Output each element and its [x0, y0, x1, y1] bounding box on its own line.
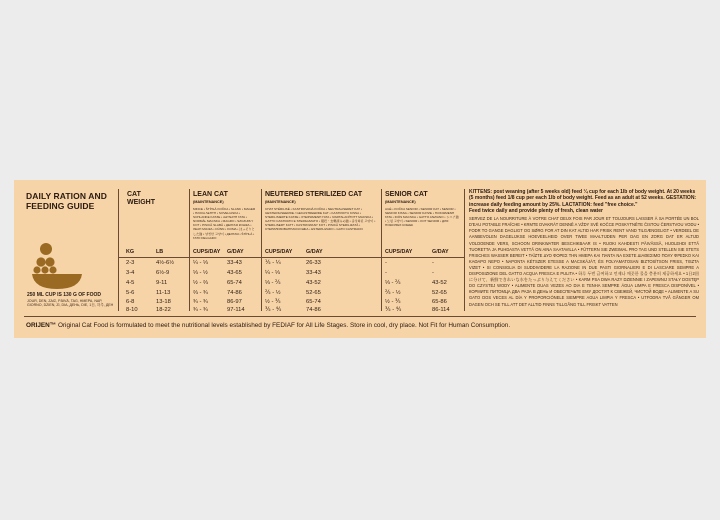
- cell-senior-cups: -: [385, 260, 387, 266]
- lean-cat-description: MINCE • ŠTÍHLÁ KOČKA • SLANK • MAGER • HΛΙΚΙΑ ΛΕΠΤΗ • SOVELIASKA • SCHLANKE KATZE • ΑΔΥΝΑΤΗ ΓΑΤΑ • NORMÁL MACSKA • MAGRO • SZCZUPŁY KOT • PISICĂ SLABĂ • ДЕЛГАЯ КОШКА • ЛЕАН МАЧКА • DÜNN • ΣΛΙΜΑ • ほっそりとした猫 • 날씬한 고양이 • ДЕЛГАЯ • ŠTÍHLÁ • ГАТО DELGADO: [193, 207, 256, 240]
- cell-neutered-cups: ⅓ - ⅖: [265, 280, 281, 286]
- cat-weight-title-line-1: CAT: [127, 191, 141, 198]
- cell-lean-g: 65-74: [227, 280, 242, 286]
- cell-lean-cups: ¾ - ¾: [193, 299, 208, 305]
- cell-lean-cups: ⅔ - ¾: [193, 290, 208, 296]
- cell-lean-g: 33-43: [227, 260, 242, 266]
- title-line-2: FEEDING GUIDE: [26, 201, 95, 211]
- cell-senior-g: -: [432, 270, 434, 276]
- cell-lean-g: 74-86: [227, 290, 242, 296]
- lean-cat-subtitle: (MAINTENANCE): [193, 200, 224, 204]
- cell-senior-cups: ⅖ - ½: [385, 290, 401, 296]
- divider-neutered: [261, 189, 262, 311]
- title-line-1: DAILY RATION AND: [26, 191, 107, 201]
- cell-senior-g: -: [432, 260, 434, 266]
- senior-cat-subtitle: (MAINTENANCE): [385, 200, 416, 204]
- cell-neutered-g: 52-65: [306, 290, 321, 296]
- cup-size-note: 250 ML CUP IS 130 G OF FOOD: [27, 292, 102, 298]
- cell-lean-cups: ⅓ - ½: [193, 270, 208, 276]
- cell-lean-g: 97-114: [227, 307, 245, 313]
- neutered-cat-subtitle: (MAINTENANCE): [265, 200, 296, 204]
- cell-neutered-cups: ⅕ - ¼: [265, 260, 281, 266]
- kittens-instructions: KITTENS: post weaning (after 5 weeks old) feed ¼ cup for each 1lb of body weight. At 20 weeks (5 months) feed 1/8 cup per each 1lb of body weight. Feed as an adult at 52 weeks.: [469, 189, 696, 202]
- cell-senior-g: 86-114: [432, 307, 450, 313]
- header-kg: KG: [126, 249, 135, 255]
- divider-instructions: [464, 189, 465, 311]
- cell-lean-cups: ¼ - ⅓: [193, 260, 208, 266]
- footer-statement: [26, 322, 698, 329]
- cell-kg: 4-5: [126, 280, 135, 286]
- feeding-instructions: [469, 189, 699, 308]
- gestation-instructions: GESTATION: increase daily feeding amount by 25%. LACTATION: feed "free choice.": [469, 195, 697, 208]
- cell-lean-cups: ¾ - ¾: [193, 307, 208, 313]
- cell-lb: 11-13: [156, 290, 171, 296]
- feeding-guide-title: [26, 191, 126, 211]
- cell-senior-cups: ⅓ - ⅖: [385, 280, 401, 286]
- senior-header-cups: CUPS/DAY: [385, 249, 413, 255]
- cell-neutered-cups: ¼ - ⅓: [265, 270, 280, 276]
- divider-senior: [381, 189, 382, 311]
- divider-lean: [189, 189, 190, 311]
- cell-kg: 8-10: [126, 307, 138, 313]
- cell-lb: 4½-6½: [156, 260, 175, 266]
- cell-senior-cups: -: [385, 270, 387, 276]
- table-header-rule: [118, 257, 464, 258]
- cell-lean-g: 86-97: [227, 299, 242, 305]
- senior-cat-description: AGÉ • KOČKA SENIOR • SENIOR KAT • SENIOR • SENIOR KISSA • SENIOR KATZE • ΗΛΙΚΙΩΜΕΝΗ ΓΑΤΑ • IDŐS MACSKA • GATTO ANZIANO • シニア猫 • 노령 고양이 • SENIOR • KOT SENIOR • ДЛЯ ПОЖИЛЫХ КОШЕК: [385, 207, 459, 228]
- cell-neutered-cups: ⅖ - ½: [265, 290, 281, 296]
- feeding-label-panel: [14, 180, 706, 338]
- cell-kg: 2-3: [126, 260, 135, 266]
- cell-kg: 5-6: [126, 290, 135, 296]
- brand-name: ORIJEN™: [26, 322, 57, 329]
- neutered-header-g: G/DAY: [306, 249, 323, 255]
- cell-neutered-g: 33-43: [306, 270, 321, 276]
- neutered-cat-title: NEUTERED STERILIZED CAT: [265, 191, 363, 198]
- multilingual-instructions: SERVEZ DE LA NOURRITURE À VOTRE CHAT DEUX FOIS PAR JOUR ET TOUJOURS LAISSER À SA PORTÉE UN BOL D'EAU POTABLE FRAÎCHE • KRMTE DVAKRÁT DENNĚ A VŽDY SVĚ KOČCE POSKYTNĚTE ČISTOU ČERSTVOU VODU • FODR TO GANGE DAGLIGT OG SØRG FOR AT DIN KAT ALTID HAR FRISK RENT VAND TILGÆNGELIGT • VERDEEL DE AANBEVOLEN DAGELIJKSE HOEVEELHEID OVER TWEE MAALTIJDEN PER DAG EN ZORG DAT ER ALTIJD VOLDOENDE VERS, SCHOON DRINKWATER BESCHIKBAAR IS • RUOKI KAHDESTI PÄIVÄSSÄ, HUOLEHDI ETTÄ TUORETTA JA PUHDASTA VETTÄ ON AINA SAATAVILLA • FÜTTERN SIE ZWEIMAL PRO TAG UND STELLEN SIE STETS FRISCHES WASSER BEREIT • TAÏZTE ΔΥΟ ΦΟΡΕΣ ΤΗΝ ΗΜΕΡΑ ΚΑΙ ΠΑΝΤΑ ΝΑ ΕΧΕΤΕ ΔΙΑΘΕΣΙΜΟ ΠΟΛΥ ΦΡΕΣΚΟ ΚΑΙ ΚΑΘΑΡΟ ΝΕΡΟ • NAPONTA KÉTSZER ETESSE A MACSKÁJÁT, ÉS FOLYAMATOSAN BIZTOSÍTSON FRISS, TISZTA VIZET • SI CONSIGLIA DI SUDDIVIDERE LA RAZIONE IN DUE PASTI GIORNALIERI E DI LASCIARE SEMPRE A DISPOSIZIONE DEL GATTO ACQUA FRESCA E PULITA • 하루 두번 급여하고 언제나 깨끗한 물을 충분히 제공하세요 • 1日2回に分けて、新鮮できれいな水をたっぷり与えてください • KARM PSA DWA RAZY DZIENNIE I ZAPEWNIJ STAŁY DOSTĘP DO CZYSTEJ WODY • ALIMENTE DUAS VEZES AO DIA E TENHA SEMPRE ÁGUA LIMPA E FRESCA DISPONÍVEL • КОРМИТЕ ПИТОМЦА ДВА РАЗА В ДЕНЬ И ОБЕСПЕЧЬТЕ ЕМУ ДОСТУП К СВЕЖЕЙ, ЧИСТОЙ ВОДЕ • ALIMENTE A SU GATO DOS VECES AL DÍA Y PROPORCIÓNELE SIEMPRE AGUA LIMPIA Y FRESCA • UTFODRA TVÅ GÅNGER OM DAGEN OCH SE TILL ATT DET ALLTID FINNS TILLGÅNG TILL FRISKT VATTEN: [469, 216, 699, 307]
- cell-neutered-g: 43-52: [306, 280, 321, 286]
- cell-lb: 9-11: [156, 280, 168, 286]
- cell-kg: 3-4: [126, 270, 135, 276]
- lean-cat-title: LEAN CAT: [193, 191, 228, 198]
- neutered-cat-description: CHAT STÉRILISÉ • KASTROVANÁ KOČKA • NEUTRALISERET KAT • GESTERILISEERDE / GECASTREERDE KAT • KASTROITU KISSA • STERILISIERTE KATZE • ΣΤΕΙΡΩΜΕΝΗ ΓΑΤΑ • IVARTALANÍTOTT MACSKA • GATTO CASTRATO E STERILIZZATO • 避妊・去勢済みの猫 • 중성화된 고양이 • STERILISERT KATT • KASTROWANY KOT • PISICĂ STERILIZATĂ • СТЕРИЛИЗОВАННАЯ КОШКА • ESTERILIZADO • GATO CASTRADO: [265, 207, 376, 232]
- senior-header-g: G/DAY: [432, 249, 449, 255]
- lean-header-g: G/DAY: [227, 249, 244, 255]
- cell-lean-g: 43-65: [227, 270, 242, 276]
- bowl-with-food-icon: [30, 241, 86, 289]
- cell-lb: 6½-9: [156, 270, 170, 276]
- cell-neutered-g: 74-86: [306, 307, 321, 313]
- cell-senior-cups: ½ - ⅗: [385, 299, 401, 305]
- cell-neutered-cups: ⅗ - ⅘: [265, 307, 282, 313]
- fresh-water-note: Feed twice daily and provide plenty of fresh, clean water: [469, 207, 603, 214]
- senior-cat-title: SENIOR CAT: [385, 191, 428, 198]
- cell-senior-g: 52-65: [432, 290, 447, 296]
- cell-senior-g: 43-52: [432, 280, 447, 286]
- footer-separator: [24, 316, 696, 317]
- cell-lean-cups: ½ - ⅔: [193, 280, 208, 286]
- cat-weight-title: [127, 191, 155, 207]
- cell-senior-g: 65-86: [432, 299, 447, 305]
- cell-lb: 18-22: [156, 307, 171, 313]
- neutered-header-cups: CUPS/DAY: [265, 249, 293, 255]
- cup-size-note-multilingual: JOUR, DEN, ΖΑΙΣ, PÄIVÄ, TAG, ΗΜΕΡΑ, NAP, GIORNO, DZIEN, ZI, DIA, ДЕНЬ, DIE, 1日, 하루, ДЕН: [27, 299, 114, 308]
- cell-neutered-g: 65-74: [306, 299, 321, 305]
- cell-neutered-cups: ½ - ⅗: [265, 299, 281, 305]
- cell-kg: 6-8: [126, 299, 135, 305]
- header-lb: LB: [156, 249, 164, 255]
- cat-weight-title-line-2: WEIGHT: [127, 199, 155, 206]
- lean-header-cups: CUPS/DAY: [193, 249, 221, 255]
- cell-senior-cups: ⅗ - ⅘: [385, 307, 402, 313]
- cell-neutered-g: 26-33: [306, 260, 321, 266]
- footer-text: Original Cat Food is formulated to meet the nutritional levels established by FEDIAF for All Life Stages. Store in cool, dry place. Not Fit for Human Consumption.: [56, 322, 511, 329]
- cell-lb: 13-18: [156, 299, 171, 305]
